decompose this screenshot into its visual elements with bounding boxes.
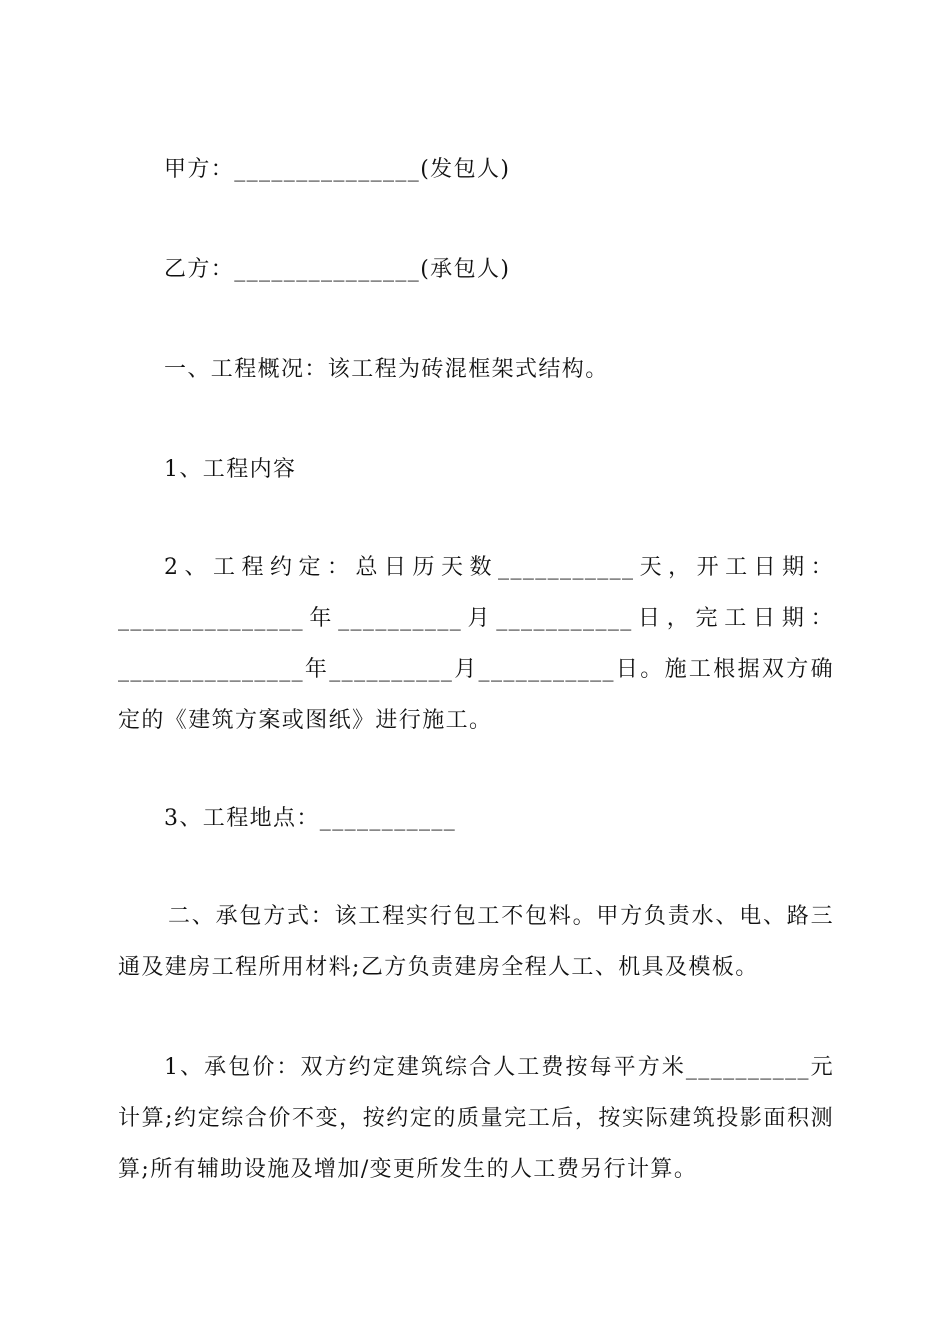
- section-1-title: 一、工程概况：该工程为砖混框架式结构。: [164, 357, 609, 382]
- party-b-line: 乙方：_______________(承包人): [164, 257, 511, 282]
- item-1-2-text: 2、工程约定：总日历天数___________天，开工日期：_______________年__________月___________日，完工日期：_______________年__________月___________日。施工根据双方确定的《建筑方案或图纸》进行施工。: [118, 555, 834, 733]
- section-2-text: 二、承包方式：该工程实行包工不包料。甲方负责水、电、路三通及建房工程所用材料;乙方负责建房全程人工、机具及模板。: [118, 904, 834, 980]
- section-2-paragraph: [118, 891, 834, 993]
- party-a-line: 甲方：_______________(发包人): [164, 157, 511, 182]
- item-2-1-text: 1、承包价：双方约定建筑综合人工费按每平方米__________元计算;约定综合价不变，按约定的质量完工后，按实际建筑投影面积测算;所有辅助设施及增加/变更所发生的人工费另行计算。: [118, 1055, 834, 1182]
- item-1-3: 3、工程地点：___________: [164, 806, 457, 831]
- item-2-1-paragraph: [118, 1042, 834, 1195]
- item-1-1: 1、工程内容: [164, 457, 297, 482]
- item-1-2-paragraph: [118, 542, 834, 746]
